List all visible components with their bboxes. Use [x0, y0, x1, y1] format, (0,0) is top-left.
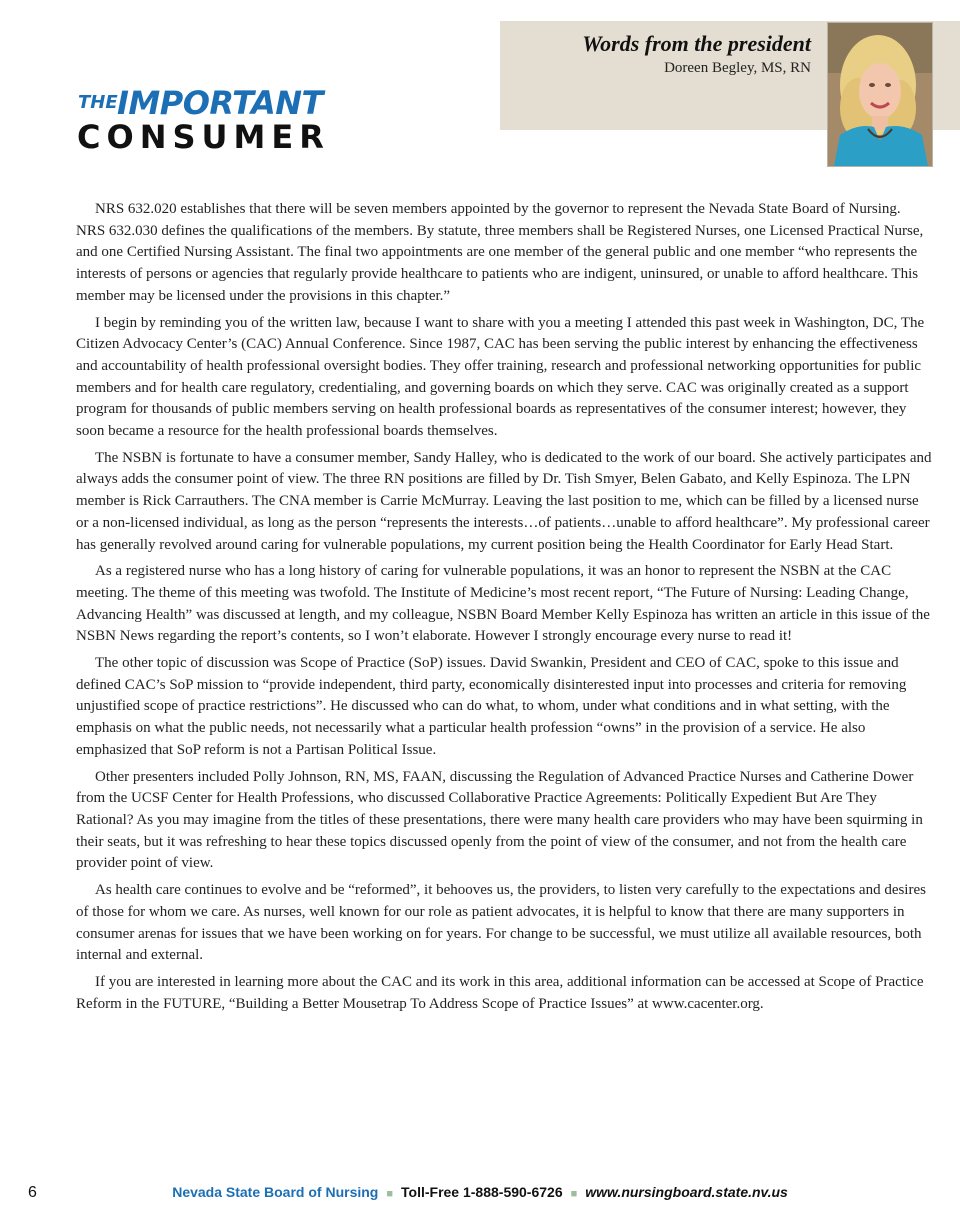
- column-title: Words from the president: [582, 31, 811, 56]
- masthead-the: THE: [78, 92, 118, 113]
- portrait-image: [828, 23, 932, 166]
- paragraph: The other topic of discussion was Scope of Practice (SoP) issues. David Swankin, President and CEO of CAC, spoke to this issue and defined CAC’s SoP mission to “provide independent, third party, economically disinterested input into processes and criteria for removing unjustified scope of practice restrictions”. He discussed who can do what, to whom, under what conditions and in what setting, with the emphasis on what the public needs, not necessarily what a particular health profession “owns” in the provision of a service. He also emphasized that SoP reform is not a Partisan Political Issue.: [76, 655, 907, 758]
- portrait-photo: [827, 22, 933, 167]
- footer-separator: ■: [570, 1188, 578, 1200]
- footer-info: [0, 1184, 960, 1200]
- paragraph: As a registered nurse who has a long history of caring for vulnerable populations, it was an honor to represent the NSBN at the CAC meeting. The theme of this meeting was twofold. The Institute of Medicine’s most recent report, “The Future of Nursing: Leading Change, Advancing Health” was discussed at length, and my colleague, NSBN Board Member Kelly Espinoza has written an article in this issue of the NSBN News regarding the report’s contents, so I won’t elaborate. However I strongly encourage every nurse to read it!: [76, 563, 930, 645]
- footer-url: www.nursingboard.state.nv.us: [585, 1184, 788, 1200]
- footer-separator: ■: [386, 1188, 394, 1200]
- paragraph: If you are interested in learning more about the CAC and its work in this area, additional information can be accessed at Scope of Practice Reform in the FUTURE, “Building a Better Mousetrap To Address Scope of Practice Issues” at www.cacenter.org.: [76, 973, 924, 1012]
- author-byline: Doreen Begley, MS, RN: [664, 60, 811, 76]
- paragraph: The NSBN is fortunate to have a consumer member, Sandy Halley, who is dedicated to the work of our board. She actively participates and always adds the consumer point of view. The three RN positions are filled by Dr. Tish Smyer, Belen Gabato, and Kelly Espinoza. The LPN member is Rick Carrauthers. The CNA member is Carrie McMurray. Leaving the last position to me, which can be filled by a licensed nurse or a non-licensed individual, as long as the person “represents the interests…of patients…unable to afford healthcare”. My professional career has generally revolved around caring for vulnerable populations, my current position being the Health Coordinator for Early Head Start.: [76, 449, 932, 553]
- masthead-important: IMPORTANT: [117, 84, 323, 122]
- masthead-consumer: CONSUMER: [77, 118, 330, 156]
- footer-phone: Toll-Free 1-888-590-6726: [401, 1184, 563, 1200]
- page-footer: [0, 1184, 960, 1206]
- paragraph: NRS 632.020 establishes that there will be seven members appointed by the governor to represent the Nevada State Board of Nursing. NRS 632.030 defines the qualifications of the members. By statute, three members shall be Registered Nurses, one Licensed Practical Nurse, and one Certified Nursing Assistant. The final two appointments are one member of the general public and one member “who represents the interests of persons or agencies that regularly provide healthcare to patients who are indigent, uninsured, or unable to afford healthcare. This member may be licensed under the provisions in this chapter.”: [76, 201, 924, 304]
- page-number: 6: [28, 1184, 37, 1201]
- article-body: [76, 199, 932, 1020]
- paragraph: As health care continues to evolve and be “reformed”, it behooves us, the providers, to listen very carefully to the expectations and desires of those for whom we care. As nurses, well known for our role as patient advocates, it is helpful to know that there are many supporters in consumer arenas for issues that we have been working on for years. For change to be successful, we must utilize all available resources, both internal and external.: [76, 882, 926, 964]
- footer-organization: Nevada State Board of Nursing: [172, 1184, 379, 1200]
- paragraph: I begin by reminding you of the written law, because I want to share with you a meeting I attended this past week in Washington, DC, The Citizen Advocacy Center’s (CAC) Annual Conference. Since 1987, CAC has been serving the public interest by enhancing the effectiveness and accountability of health professional oversight bodies. They offer training, research and professional networking opportunities for public members and for health care regulatory, credentialing, and governing boards on which they serve. CAC was originally created as a support program for thousands of public members serving on health professional boards as representatives of the consumer interest; however, they soon became a resource for the health professional boards themselves.: [76, 314, 925, 440]
- paragraph: Other presenters included Polly Johnson, RN, MS, FAAN, discussing the Regulation of Advanced Practice Nurses and Catherine Dower from the UCSF Center for Health Professions, who discussed Collaborative Practice Agreements: Politically Expedient But Are They Rational? As you may imagine from the titles of these presentations, there were many health care providers who may have been squirming in their seats, but it was refreshing to hear these topics discussed openly from the point of view of the consumer, and not from the health care provider point of view.: [76, 768, 923, 872]
